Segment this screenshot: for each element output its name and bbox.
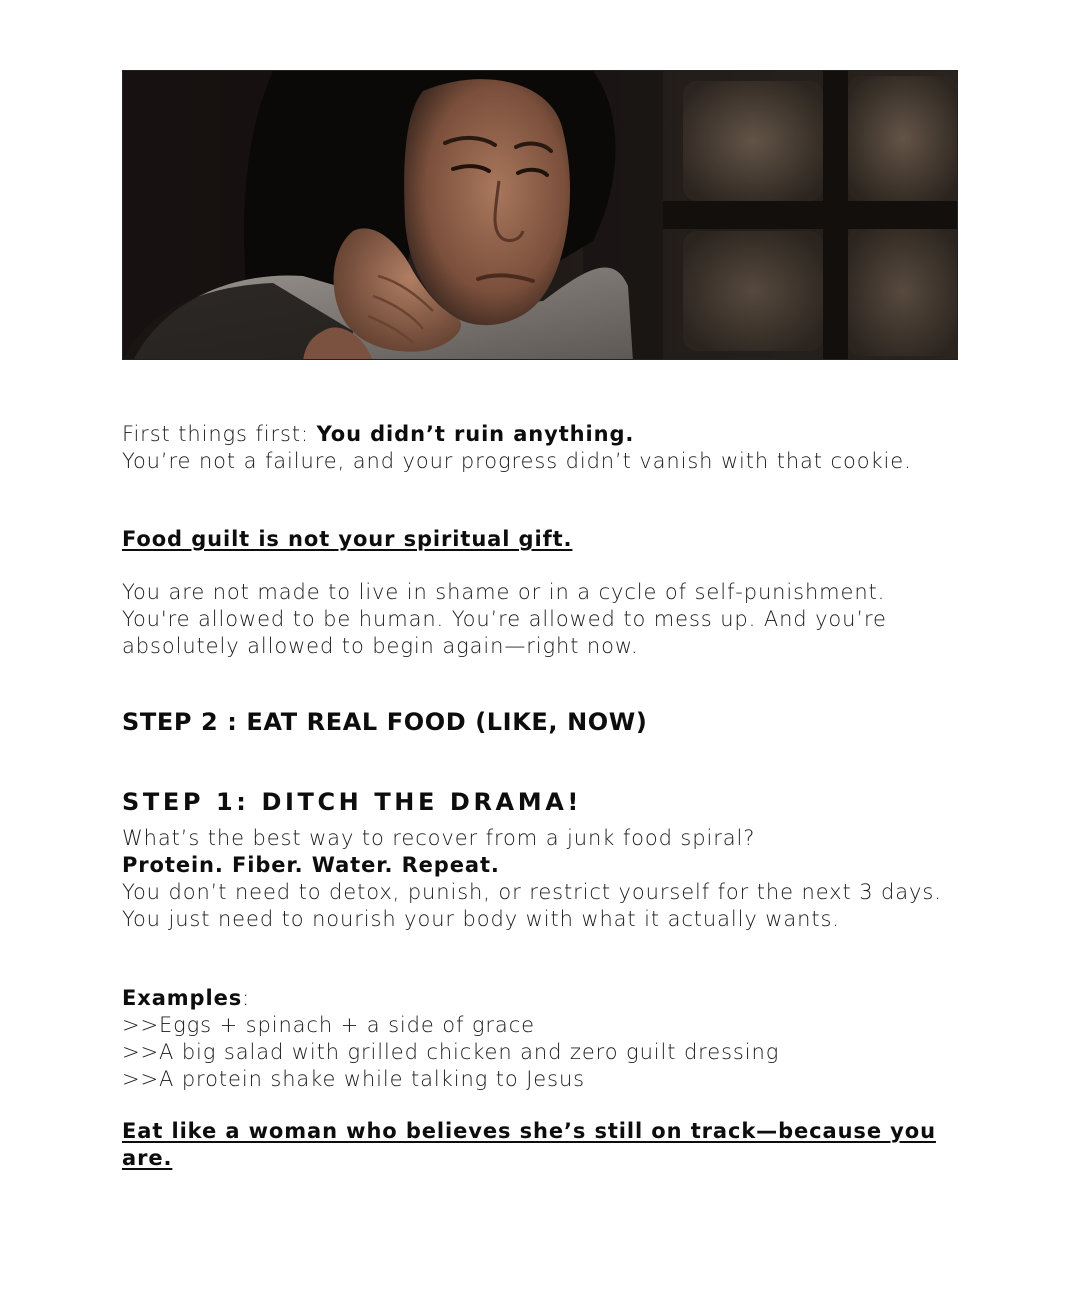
guilt-heading-paragraph [122,526,958,553]
step2-heading: STEP 2 : EAT REAL FOOD (LIKE, NOW) [122,708,648,736]
list-item: >>A protein shake while talking to Jesus [122,1067,586,1091]
step1-question: What’s the best way to recover from a junk food spiral? [122,826,756,850]
examples-colon: : [242,986,251,1010]
guilt-body: You are not made to live in shame or in a cycle of self-punishment. You're allowed to be human. You’re allowed to mess up. And you’re absolutely allowed to begin again—right now. [122,580,887,658]
hero-photo [122,70,958,360]
list-item: >>A big salad with grilled chicken and zero guilt dressing [122,1040,780,1064]
intro-reassure: You’re not a failure, and your progress didn’t vanish with that cookie. [122,449,912,473]
examples-label: Examples [122,986,243,1010]
closing-text: Eat like a woman who believes she’s still on track—because you are. [122,1119,936,1170]
list-item: >>Eggs + spinach + a side of grace [122,1013,535,1037]
guilt-heading: Food guilt is not your spiritual gift. [122,527,573,551]
hero-photo-illustration [123,71,958,360]
intro-paragraph [122,421,958,475]
examples-block [122,985,958,1093]
intro-lead-bold: You didn’t ruin anything. [316,422,635,446]
closing-paragraph [122,1118,958,1172]
intro-lead: First things first: [122,422,317,446]
step1-body: You don’t need to detox, punish, or restrict yourself for the next 3 days. You just need to nourish your body with what it actually wants. [122,880,942,931]
step1-heading: STEP 1: DITCH THE DRAMA! [122,788,582,816]
step1-answer: Protein. Fiber. Water. Repeat. [122,853,500,877]
step1-paragraph [122,825,958,933]
